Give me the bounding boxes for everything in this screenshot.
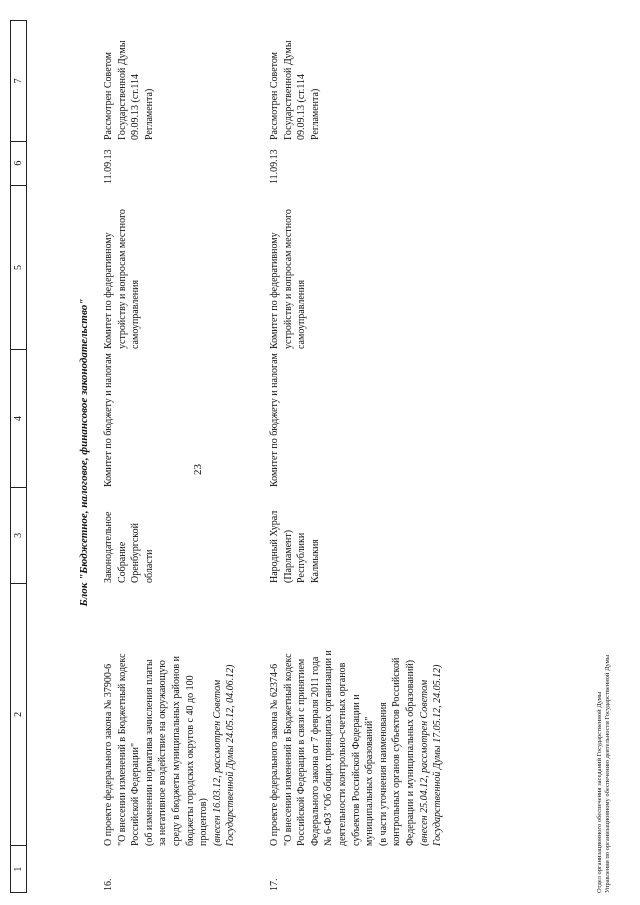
block-title: Блок "Бюджетное, налоговое, финансовое законодательство" [78, 298, 90, 607]
bill-title-line: за негативное воздействие на окружающую [157, 660, 169, 846]
bill-title-line: № 6-ФЗ "Об общих принципах организации и [323, 650, 335, 846]
bill-title-line: О проекте федерального закона № 37900-6 [103, 663, 114, 846]
column-header-5: 5 [11, 185, 26, 350]
bill-title-line: субъектов Российской Федерации и [350, 694, 362, 846]
column-header-1: 1 [11, 845, 26, 892]
bill-title-line: деятельности контрольно-счетных органов [336, 662, 348, 846]
table-row [102, 20, 238, 893]
row-number: 17. [269, 878, 280, 891]
bill-title-line: бюджеты городских округов с 40 до 100 [184, 675, 196, 846]
footer-line: Отдел организационного обеспечения заседаний Государственной Думы [596, 691, 603, 893]
bill-title-line: Российской Федерации в связи с принятием [296, 658, 308, 846]
column-header-6: 6 [11, 141, 26, 185]
responsible-committee: Комитет по бюджету и налогам [103, 353, 114, 487]
bill-title-line: (об изменении норматива зачисления платы [143, 659, 155, 846]
column-header-3: 3 [11, 487, 26, 583]
bill-title-line: контрольных органов субъектов Российской [391, 657, 403, 846]
co-executor-committee: Комитет по федеративному устройству и вопросам местного самоуправления [269, 209, 308, 349]
date: 11.09.13 [103, 149, 114, 184]
initiator: Народный Хурал (Парламент) Республики Калмыкия [269, 510, 321, 583]
bill-note-line: Государственной Думы 17.05.12, 24.05.12) [432, 664, 444, 846]
bill-title-line: О проекте федерального закона № 62374-6 [269, 663, 280, 846]
footer [596, 655, 612, 893]
column-header-7: 7 [13, 78, 24, 84]
column-header-2: 2 [11, 583, 26, 845]
bill-title-line: (в части уточнения наименования [377, 702, 389, 846]
bill-title-line: "О внесении изменений в Бюджетный кодекс [116, 653, 128, 846]
status: Рассмотрен Советом Государственной Думы 09.09.13 (ст.114 Регламента) [269, 40, 321, 140]
bill-title-line: "О внесении изменений в Бюджетный кодекс [282, 653, 294, 846]
bill-title-line: среду в бюджеты муниципальных районов и [170, 656, 182, 846]
bill-title [268, 583, 445, 846]
bill-note-line: Государственной Думы 24.05.12, 04.06.12) [225, 664, 237, 846]
bill-title-line: Федерации и муниципальных образований) [404, 659, 416, 846]
initiator: Законодательное Собрание Оренбургской области [103, 511, 155, 583]
bill-title-line: муниципальных образований" [364, 716, 376, 846]
column-header-4: 4 [11, 349, 26, 487]
bill-title-line: процентов) [198, 798, 210, 846]
page-number: 23 [192, 464, 204, 475]
column-number-header [10, 20, 27, 893]
bill-note-line: (внесен 25.04.12, рассмотрен Советом [418, 679, 430, 846]
co-executor-committee: Комитет по федеративному устройству и вопросам местного самоуправления [103, 209, 142, 349]
footer-line: Управления по организационному обеспечению деятельности Государственной Думы [604, 654, 611, 893]
bill-title [102, 583, 238, 846]
bill-note-line: (внесен 16.03.12, рассмотрен Советом [211, 679, 223, 846]
row-number: 16. [103, 878, 114, 891]
status: Рассмотрен Советом Государственной Думы 09.09.13 (ст.114 Регламента) [103, 40, 155, 140]
date: 11.09.13 [269, 149, 280, 184]
bill-title-line: Федерального закона от 7 февраля 2011 года [309, 656, 321, 846]
bill-title-line: Российской Федерации" [130, 742, 142, 846]
responsible-committee: Комитет по бюджету и налогам [269, 353, 280, 487]
table-row [268, 20, 445, 893]
